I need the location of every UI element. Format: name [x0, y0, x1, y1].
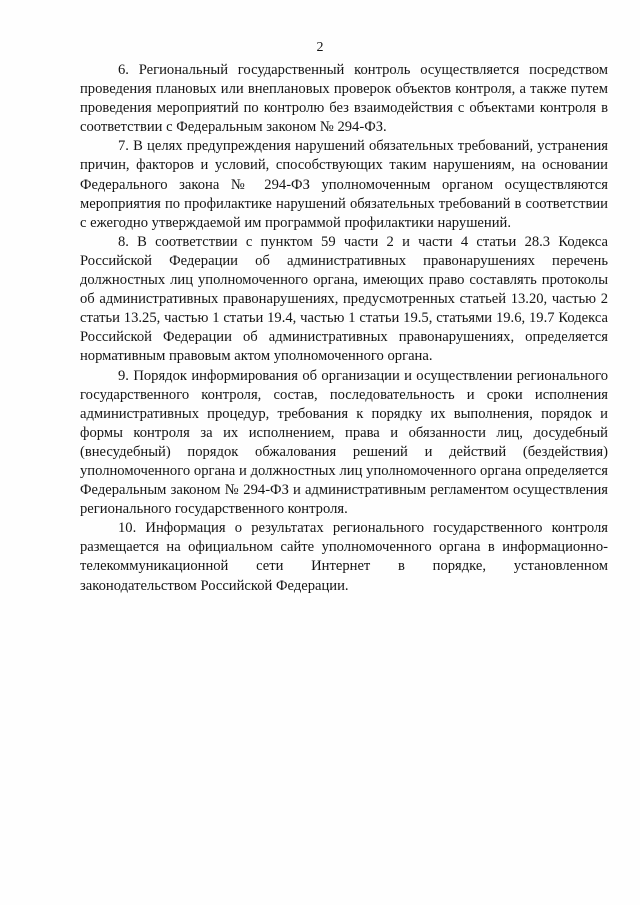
paragraph-8: 8. В соответствии с пунктом 59 части 2 и части 4 статьи 28.3 Кодекса Российской Федерации об административных правонарушениях перечень должностных лиц уполномоченного органа, имеющих право составлять протоколы об административных правонарушениях, предусмотренных статьей 13.20, частью 2 статьи 13.25, частью 1 статьи 19.4, частью 1 статьи 19.5, статьями 19.6, 19.7 Кодекса Российской Федерации об административных правонарушениях, определяется нормативным правовым актом уполномоченного органа.: [80, 233, 608, 365]
paragraph-9: 9. Порядок информирования об организации и осуществлении регионального государственного контроля, состав, последовательность и сроки исполнения административных процедур, требования к порядку их выполнения, порядок и формы контроля за их исполнением, права и обязанности лиц, досудебный (внесудебный) порядок обжалования решений и действий (бездействия) уполномоченного органа и должностных лиц уполномоченного органа определяется Федеральным законом № 294-ФЗ и административным регламентом осуществления регионального государственного контроля.: [80, 367, 608, 518]
document-body: [80, 61, 608, 596]
paragraph-7: 7. В целях предупреждения нарушений обязательных требований, устранения причин, факторов и условий, способствующих таким нарушениям, на основании Федерального закона № 294-ФЗ уполномоченным органом осуществляются мероприятия по профилактике нарушений обязательных требований в соответствии с ежегодно утверждаемой им программой профилактики нарушений.: [80, 138, 608, 231]
paragraph-10: 10. Информация о результатах регионального государственного контроля размещается на официальном сайте уполномоченного органа в информационно-телекоммуникационной сети Интернет в порядке, установленном законодательством Российской Федерации.: [80, 520, 608, 594]
page-number: 2: [316, 40, 324, 55]
paragraph-6: 6. Региональный государственный контроль осуществляется посредством проведения плановых или внеплановых проверок объектов контроля, а также путем проведения мероприятий по контролю без взаимодействия с объектами контроля в соответствии с Федеральным законом № 294-ФЗ.: [80, 62, 608, 136]
